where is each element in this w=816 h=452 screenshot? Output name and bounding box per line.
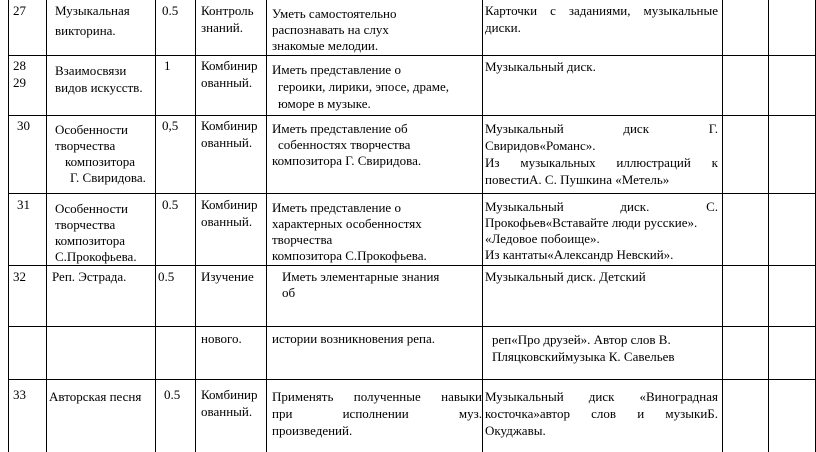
requirements-line: композитора С.Прокофьева. [272, 248, 427, 263]
row-rule [8, 265, 816, 266]
requirements-line: Иметь представление о [272, 62, 401, 77]
lesson-type-line: ованный. [201, 135, 253, 150]
requirements-line: собенностях творчества [278, 137, 411, 152]
column-rule [46, 0, 47, 452]
materials-line: Окуджавы. [485, 423, 546, 438]
column-rule [155, 0, 156, 452]
materials-line: «Ледовое побоище». [485, 231, 600, 246]
topic-line: Взаимосвязи [55, 63, 127, 78]
materials-line: Свиридов«Романс». [485, 138, 596, 153]
lesson-type-line: ованный. [201, 404, 253, 419]
lesson-type-line: знаний. [201, 20, 243, 35]
topic-line: композитора [65, 154, 135, 169]
materials-line: Карточки с заданиями, музыкальные [485, 3, 718, 18]
lesson-type-line: нового. [201, 331, 242, 346]
row-number: 31 [17, 197, 30, 212]
row-number: 28 [13, 58, 26, 73]
materials-line: диски. [485, 20, 521, 35]
materials-line: Музыкальный диск. С. [485, 199, 718, 214]
lesson-type-line: Комбинир [201, 58, 258, 73]
row-number: 29 [13, 75, 26, 90]
requirements-line: героики, лирики, эпосе, драме, [278, 79, 450, 94]
row-number: 30 [17, 118, 30, 133]
topic-line: Г. Свиридова. [70, 170, 146, 185]
lesson-type-line: Комбинир [201, 387, 258, 402]
materials-line: Из музыкальных иллюстраций к [485, 155, 718, 170]
column-rule [722, 0, 723, 452]
hours: 0.5 [162, 197, 179, 212]
topic-line: Музыкальная [55, 3, 130, 18]
materials-line: Музыкальный диск. [485, 59, 596, 74]
requirements-line: творчества [272, 232, 333, 247]
materials-line: Пляцковскиймузыка К. Савельев [492, 349, 675, 364]
row-rule [8, 379, 816, 380]
topic-line: викторина. [55, 23, 116, 38]
column-rule [768, 0, 769, 452]
row-rule [8, 193, 816, 194]
row-rule [8, 326, 816, 327]
materials-line: Прокофьев«Вставайте люди русские». [485, 215, 698, 230]
lesson-type-line: Комбинир [201, 118, 258, 133]
topic-line: творчества [55, 138, 116, 153]
requirements-line: юморе в музыке. [278, 96, 371, 111]
requirements-line: Применять полученные навыки [272, 389, 482, 404]
requirements-line: Иметь представление о [272, 200, 401, 215]
topic-line: творчества [55, 217, 116, 232]
topic-line: Авторская песня [49, 389, 142, 404]
requirements-line: распознавать на слух [272, 22, 389, 37]
topic-line: С.Прокофьева. [55, 249, 137, 264]
row-number: 32 [13, 269, 26, 284]
topic-line: Реп. Эстрада. [52, 269, 127, 284]
requirements-line: Иметь элементарные знания [282, 269, 440, 284]
hours: 0.5 [158, 269, 175, 284]
materials-line: реп«Про друзей». Автор слов В. [492, 332, 671, 347]
topic-line: видов искусств. [55, 80, 143, 95]
row-number: 33 [13, 387, 26, 402]
materials-line: косточка»автор слов и музыкиБ. [485, 406, 718, 421]
hours: 0,5 [162, 118, 179, 133]
row-rule [8, 55, 816, 56]
hours: 0.5 [164, 387, 181, 402]
lesson-type-line: Изучение [201, 269, 254, 284]
materials-line: Музыкальный диск. Детский [485, 269, 646, 284]
requirements-line: характерных особенностях [272, 216, 422, 231]
hours: 1 [164, 58, 171, 73]
materials-line: Из кантаты«Александр Невский». [485, 247, 674, 262]
materials-line: Музыкальный диск Г. [485, 121, 718, 136]
column-rule [8, 0, 9, 452]
column-rule [482, 0, 483, 452]
materials-line: Музыкальный диск «Виноградная [485, 389, 718, 404]
row-rule [8, 115, 816, 116]
column-rule [266, 0, 267, 452]
requirements-line: Уметь самостоятельно [272, 6, 397, 21]
topic-line: композитора [55, 233, 125, 248]
lesson-type-line: ованный. [201, 75, 253, 90]
lesson-type-line: ованный. [201, 214, 253, 229]
requirements-line: при исполнении муз. [272, 406, 482, 421]
topic-line: Особенности [55, 201, 129, 216]
requirements-line: Иметь представление об [272, 121, 408, 136]
requirements-line: композитора Г. Свиридова. [272, 153, 422, 168]
hours: 0.5 [162, 3, 179, 18]
requirements-line: об [282, 285, 296, 300]
row-number: 27 [13, 3, 26, 18]
topic-line: Особенности [55, 122, 129, 137]
column-rule [195, 0, 196, 452]
requirements-line: истории возникновения репа. [272, 331, 435, 346]
requirements-line: произведений. [272, 423, 353, 438]
lesson-type-line: Контроль [201, 3, 254, 18]
materials-line: повестиА. С. Пушкина «Метель» [485, 172, 670, 187]
requirements-line: знакомые мелодии. [272, 38, 379, 53]
lesson-type-line: Комбинир [201, 197, 258, 212]
